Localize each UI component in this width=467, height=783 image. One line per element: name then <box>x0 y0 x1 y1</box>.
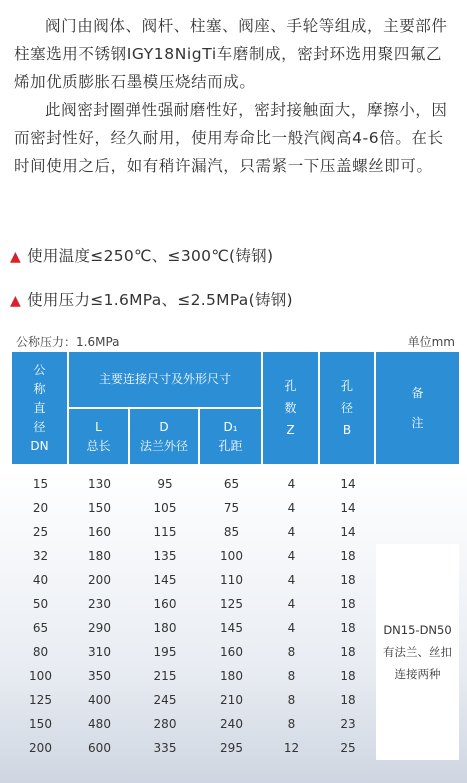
cell-dn: 100 <box>29 669 52 683</box>
cell-hole-count: 8 <box>287 645 296 659</box>
header-dn-char: DN <box>30 438 49 453</box>
header-dn-char: 称 <box>33 381 46 396</box>
dimension-table <box>12 352 459 767</box>
cell-bolt-circle: 110 <box>220 573 243 587</box>
cell-hole-diameter: 14 <box>340 477 356 491</box>
cell-length: 310 <box>88 645 111 659</box>
cell-hole-count: 8 <box>287 717 296 731</box>
cell-hole-count: 4 <box>287 621 296 635</box>
cell-dn: 40 <box>32 573 49 587</box>
cell-bolt-circle: 210 <box>220 693 243 707</box>
header-hole-count <box>263 352 318 464</box>
cell-dn: 15 <box>32 477 49 491</box>
cell-flange-od: 215 <box>153 669 177 683</box>
header-dn-char: 公 <box>33 362 46 377</box>
cell-hole-count: 4 <box>287 501 296 515</box>
cell-hole-diameter: 18 <box>340 645 356 659</box>
spec-pressure <box>10 288 293 310</box>
cell-bolt-circle: 240 <box>220 717 243 731</box>
cell-bolt-circle: 85 <box>223 525 240 539</box>
header-dn-char: 直 <box>33 400 46 415</box>
cell-bolt-circle: 180 <box>220 669 243 683</box>
header-D1 <box>200 409 261 464</box>
intro-paragraph-2: 此阀密封圈弹性强耐磨性好，密封接触面大，摩擦小，因而密封性好，经久耐用，使用寿命比一般汽阀高4-6倍。在长时间使用之后，如有稍许漏汽，只需紧一下压盖螺丝即可。 <box>14 101 448 175</box>
cell-bolt-circle: 160 <box>220 645 243 659</box>
header-z-char: 数 <box>284 401 297 415</box>
header-dn-char: 径 <box>33 419 46 434</box>
cell-bolt-circle: 75 <box>223 501 240 515</box>
cell-flange-od: 145 <box>153 573 177 587</box>
header-remark <box>376 352 459 464</box>
cell-bolt-circle: 125 <box>220 597 243 611</box>
cell-flange-od: 105 <box>153 501 177 515</box>
triangle-icon: ▲ <box>10 249 22 265</box>
header-L <box>69 409 128 464</box>
cell-flange-od: 180 <box>153 621 177 635</box>
cell-length: 480 <box>88 717 111 731</box>
cell-hole-count: 8 <box>287 693 296 707</box>
cell-length: 130 <box>88 477 111 491</box>
cell-hole-diameter: 23 <box>340 717 356 731</box>
cell-dn: 200 <box>29 741 52 755</box>
cell-length: 600 <box>88 741 111 755</box>
header-L-symbol: L <box>95 419 102 434</box>
cell-hole-count: 12 <box>283 741 300 755</box>
cell-length: 160 <box>88 525 111 539</box>
cell-length: 400 <box>88 693 111 707</box>
remark-column <box>376 472 459 760</box>
cell-hole-count: 4 <box>287 525 296 539</box>
cell-flange-od: 160 <box>153 597 177 611</box>
remark-line: 连接两种 <box>394 667 441 681</box>
intro-text <box>14 12 458 180</box>
cell-flange-od: 195 <box>153 645 177 659</box>
cell-hole-diameter: 25 <box>340 741 356 755</box>
cell-dn: 20 <box>32 501 49 515</box>
remark-note <box>376 544 459 760</box>
cell-length: 180 <box>88 549 111 563</box>
cell-flange-od: 245 <box>153 693 177 707</box>
cell-dn: 25 <box>32 525 49 539</box>
cell-hole-diameter: 18 <box>340 693 356 707</box>
cell-bolt-circle: 145 <box>220 621 243 635</box>
cell-hole-diameter: 18 <box>340 621 356 635</box>
header-D1-text: 孔距 <box>218 438 243 453</box>
header-dn <box>12 352 67 464</box>
cell-flange-od: 115 <box>153 525 177 539</box>
header-D-text: 法兰外径 <box>139 438 188 453</box>
cell-dn: 150 <box>29 717 52 731</box>
unit-label: 单位mm <box>407 335 455 349</box>
cell-flange-od: 335 <box>153 741 177 755</box>
cell-length: 350 <box>88 669 111 683</box>
intro-paragraph-1: 阀门由阀体、阀杆、柱塞、阀座、手轮等组成，主要部件柱塞选用不锈钢IGY18NigTi车磨制成，密封环选用聚四氟乙烯加优质膨胀石墨模压烧结而成。 <box>14 17 448 91</box>
cell-length: 290 <box>88 621 111 635</box>
cell-hole-diameter: 18 <box>340 597 356 611</box>
cell-hole-diameter: 14 <box>340 501 356 515</box>
header-b-char: 径 <box>340 401 353 415</box>
nominal-pressure-label: 公称压力：1.6MPa <box>16 335 120 349</box>
cell-hole-diameter: 18 <box>340 549 356 563</box>
cell-length: 200 <box>88 573 111 587</box>
triangle-icon: ▲ <box>10 293 22 309</box>
cell-flange-od: 280 <box>153 717 177 731</box>
cell-flange-od: 135 <box>153 549 177 563</box>
header-b-char: 孔 <box>340 379 353 393</box>
cell-dn: 32 <box>32 549 49 563</box>
cell-dn: 65 <box>32 621 49 635</box>
cell-length: 230 <box>88 597 111 611</box>
table-header <box>12 352 459 464</box>
header-remark-char: 备 <box>411 386 424 400</box>
cell-hole-diameter: 18 <box>340 669 356 683</box>
cell-hole-count: 4 <box>287 597 296 611</box>
header-remark-char: 注 <box>411 416 424 430</box>
header-L-text: 总长 <box>86 438 111 453</box>
header-z-char: Z <box>286 423 295 437</box>
cell-dn: 80 <box>32 645 49 659</box>
cell-hole-diameter: 14 <box>340 525 356 539</box>
header-hole-diameter <box>320 352 374 464</box>
header-D <box>130 409 198 464</box>
cell-hole-diameter: 18 <box>340 573 356 587</box>
spec-temperature <box>10 244 273 266</box>
spec-pressure-text: 使用压力≤1.6MPa、≤2.5MPa(铸钢) <box>27 291 293 309</box>
cell-hole-count: 4 <box>287 477 296 491</box>
cell-hole-count: 4 <box>287 549 296 563</box>
header-b-char: B <box>342 423 352 437</box>
cell-hole-count: 4 <box>287 573 296 587</box>
cell-bolt-circle: 65 <box>223 477 240 491</box>
cell-dn: 125 <box>29 693 52 707</box>
cell-hole-count: 8 <box>287 669 296 683</box>
header-main-dims: 主要连接尺寸及外形尺寸 <box>69 352 261 407</box>
spec-temperature-text: 使用温度≤250℃、≤300℃(铸钢) <box>27 247 274 265</box>
cell-flange-od: 95 <box>157 477 173 491</box>
cell-bolt-circle: 100 <box>220 549 243 563</box>
cell-bolt-circle: 295 <box>220 741 243 755</box>
cell-length: 150 <box>88 501 111 515</box>
header-D-symbol: D <box>159 419 169 434</box>
header-z-char: 孔 <box>284 379 297 393</box>
cell-dn: 50 <box>32 597 49 611</box>
header-D1-symbol: D₁ <box>223 419 238 434</box>
remark-line: DN15-DN50 <box>383 623 452 637</box>
remark-line: 有法兰、丝扣 <box>383 645 452 659</box>
